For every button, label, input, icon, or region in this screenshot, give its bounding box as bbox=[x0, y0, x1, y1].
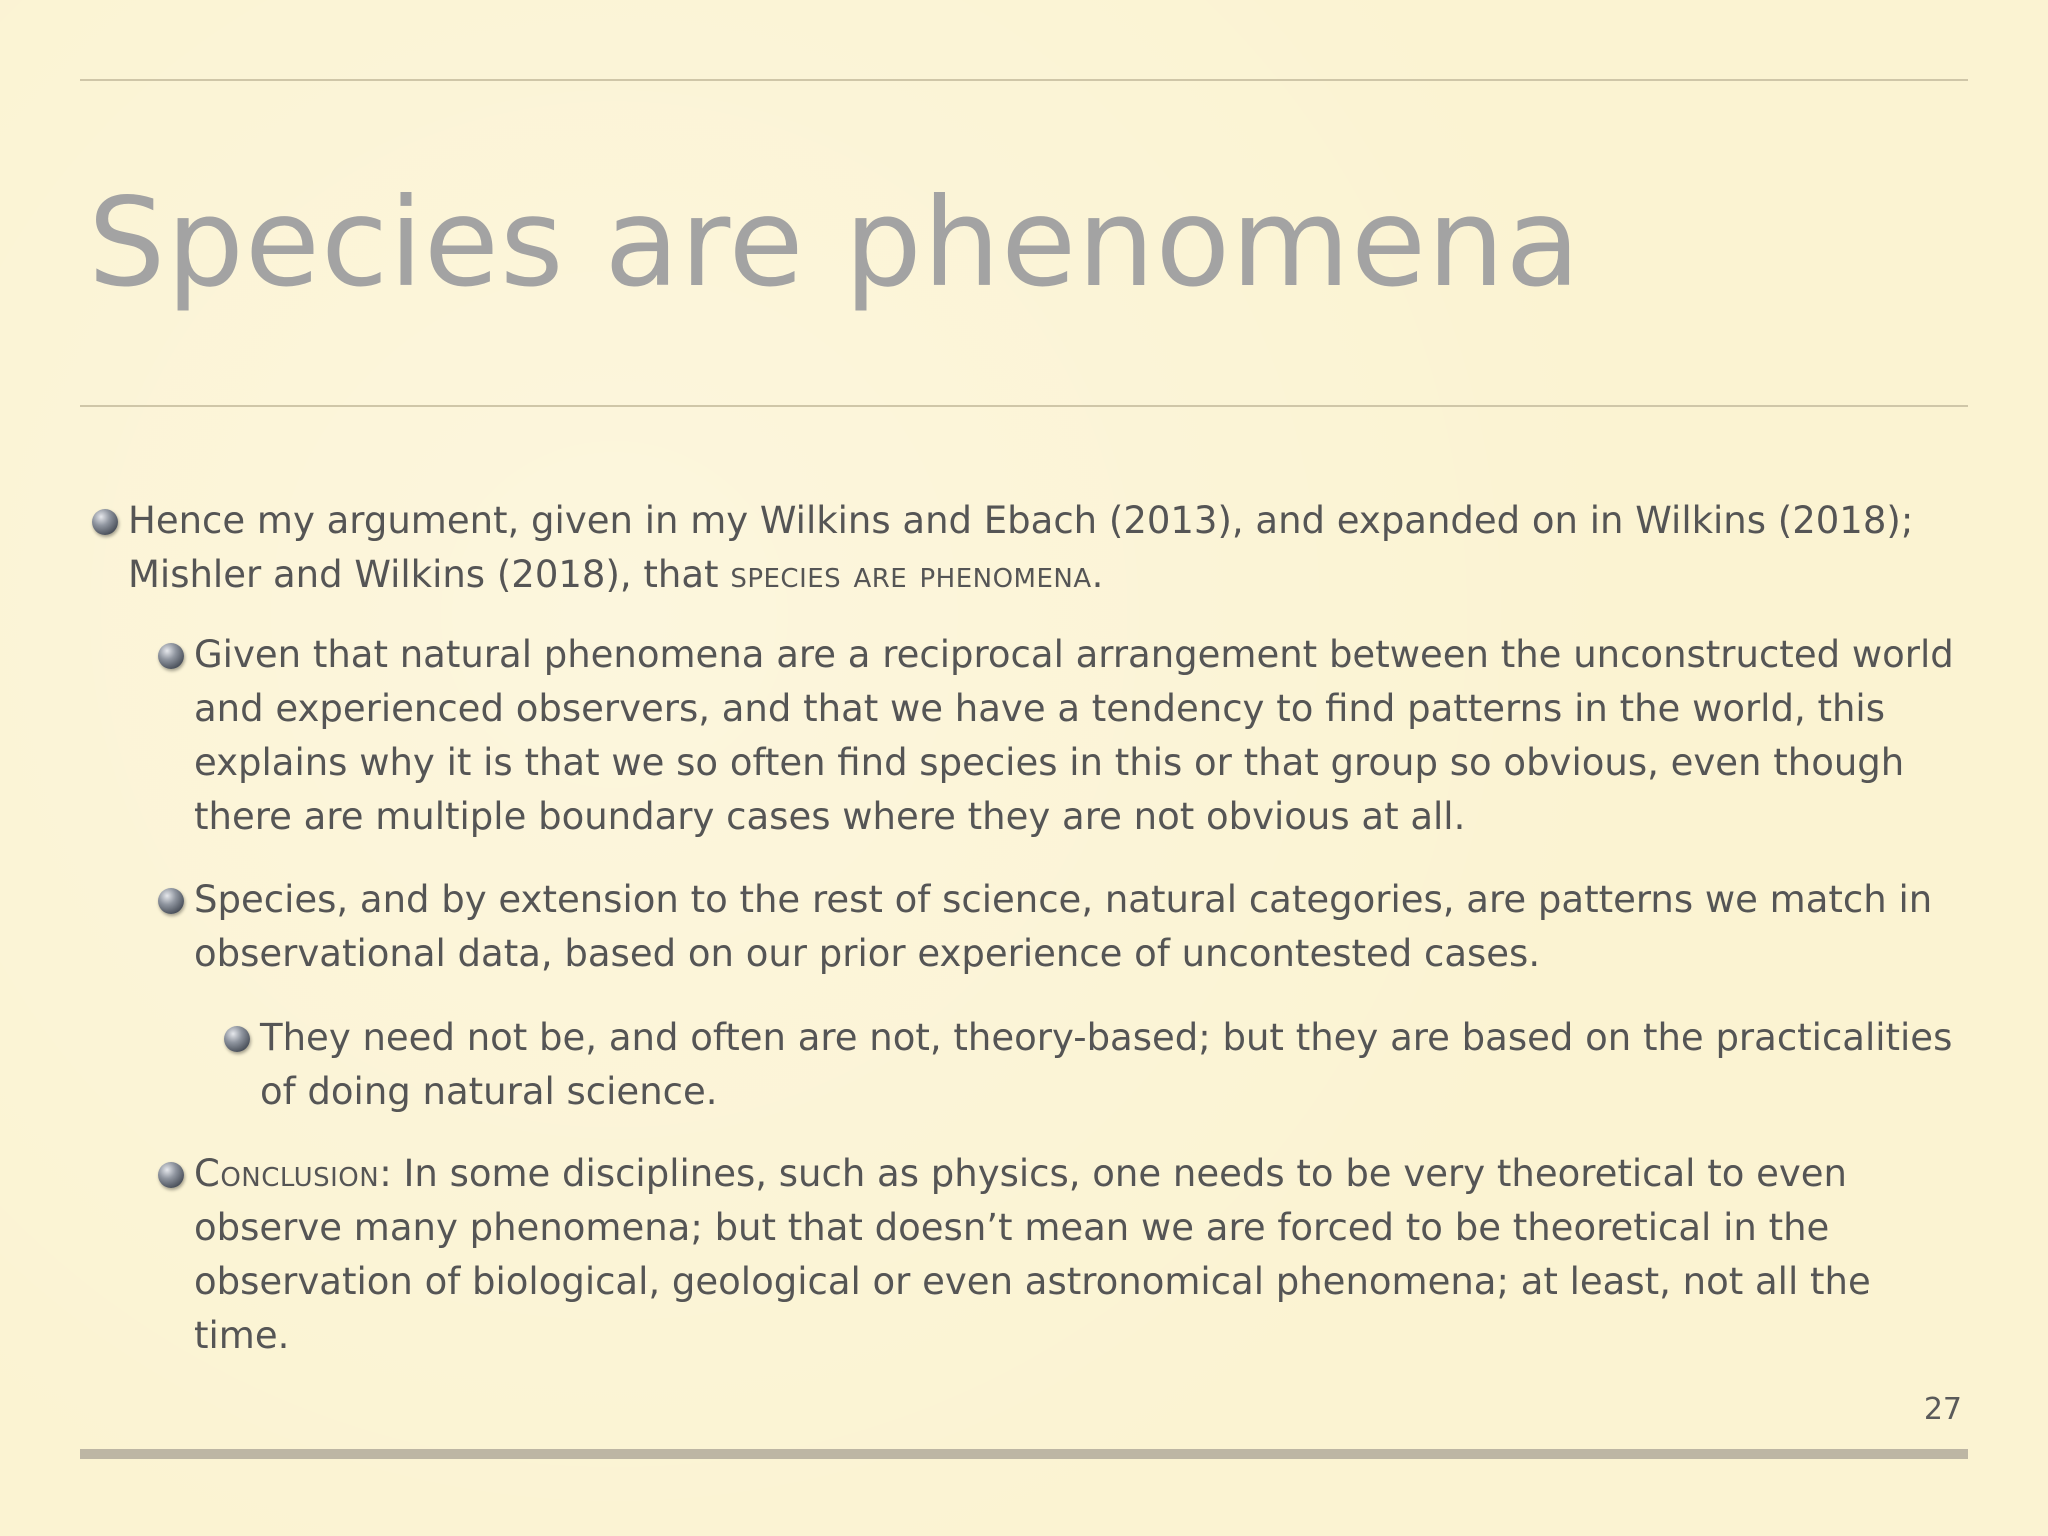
sphere-bullet-icon bbox=[158, 643, 184, 669]
bullet-text: Hence my argument, given in my Wilkins and Ebach (2013), and expanded on in Wilkins (2018); Mishler and Wilkins (2018), that species are phenomena. bbox=[128, 499, 1914, 596]
title-divider bbox=[80, 405, 1968, 407]
bullet-item-2 bbox=[194, 628, 1964, 844]
bullet-text: Given that natural phenomena are a reciprocal arrangement between the unconstructed world and experienced observers, and that we have a tendency to find patterns in the world, this explains why it is that we so often find species in this or that group so obvious, even though there are multiple boundary cases where they are not obvious at all. bbox=[194, 633, 1954, 838]
bullet-text: They need not be, and often are not, theory-based; but they are based on the practicalities of doing natural science. bbox=[260, 1016, 1953, 1113]
bottom-bar bbox=[80, 1449, 1968, 1459]
bullet-text: Species, and by extension to the rest of science, natural categories, are patterns we match in observational data, based on our prior experience of uncontested cases. bbox=[194, 878, 1933, 975]
bullet-item-1 bbox=[128, 494, 1928, 602]
sphere-bullet-icon bbox=[92, 509, 118, 535]
bullet-lead: Conclusion bbox=[194, 1152, 380, 1195]
sphere-bullet-icon bbox=[224, 1026, 250, 1052]
sphere-bullet-icon bbox=[158, 888, 184, 914]
top-divider bbox=[80, 79, 1968, 81]
bullet-item-4 bbox=[260, 1011, 1960, 1119]
slide-title: Species are phenomena bbox=[88, 172, 1582, 314]
page-number: 27 bbox=[1923, 1392, 1962, 1427]
bullet-item-5 bbox=[194, 1147, 1964, 1363]
bullet-emphasis: species are phenomena bbox=[730, 553, 1092, 596]
bullet-text: Conclusion: In some disciplines, such as physics, one needs to be very theoretical to even observe many phenomena; but that doesn’t mean we are forced to be theoretical in the observation of biological, geological or even astronomical phenomena; at least, not all the time. bbox=[194, 1152, 1871, 1357]
bullet-item-3 bbox=[194, 873, 1964, 981]
sphere-bullet-icon bbox=[158, 1162, 184, 1188]
